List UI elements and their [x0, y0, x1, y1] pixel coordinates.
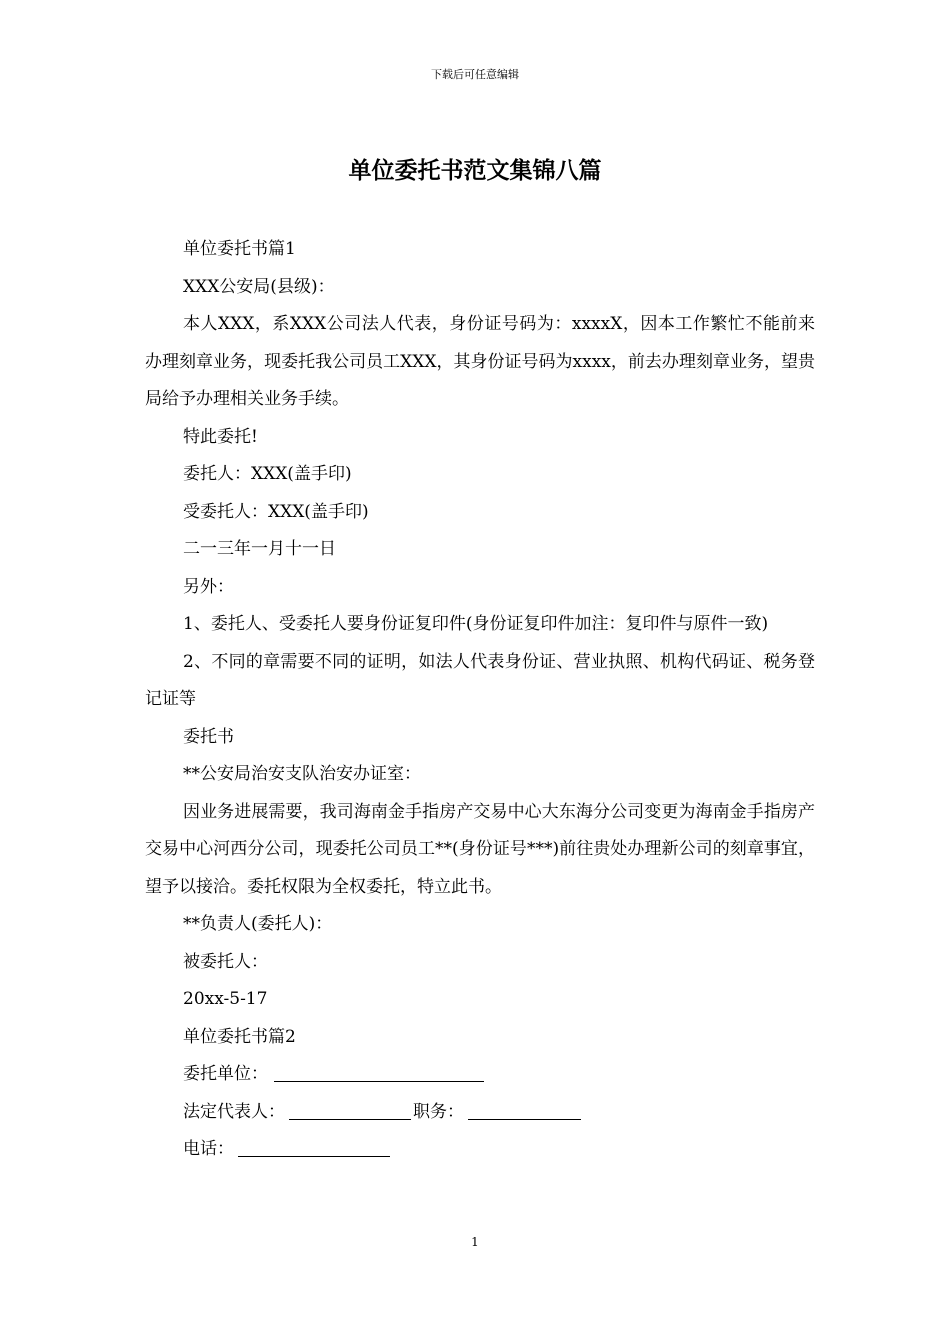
header-note: 下载后可任意编辑	[431, 68, 519, 81]
agent-line: 被委托人：	[183, 951, 268, 972]
section-heading: 委托书	[183, 726, 234, 747]
date-line: 20xx-5-17	[183, 989, 268, 1009]
page-number: 1	[471, 1235, 479, 1249]
document-title: 单位委托书范文集锦八篇	[348, 157, 602, 184]
unit-label: 委托单位：	[183, 1064, 268, 1084]
phone-blank-line	[238, 1139, 390, 1157]
document-body	[145, 231, 815, 1169]
section-heading: 单位委托书篇1	[183, 239, 296, 259]
duty-label: 职务：	[413, 1101, 464, 1122]
representative-label: 法定代表人：	[183, 1101, 285, 1122]
salutation: XXX公安局(县级)：	[183, 276, 335, 297]
note-item: 2、不同的章需要不同的证明，如法人代表身份证、营业执照、机构代码证、税务登记证等	[145, 651, 815, 709]
agent-line: 受委托人：XXX(盖手印)	[183, 501, 369, 522]
salutation: **公安局治安支队治安办证室：	[183, 764, 421, 784]
closing-line: 特此委托!	[183, 426, 258, 447]
body-paragraph: 本人XXX，系XXX公司法人代表，身份证号码为：xxxxX，因本工作繁忙不能前来办理刻章业务，现委托我公司员工XXX，其身份证号码为xxxx，前去办理刻章业务，望贵局给予办理相关业务手续。	[145, 314, 815, 409]
date-line: 二一三年一月十一日	[183, 539, 336, 559]
note-heading: 另外：	[183, 576, 234, 597]
form-row-phone	[145, 1131, 815, 1169]
form-row-unit	[145, 1056, 815, 1094]
body-paragraph: 因业务进展需要，我司海南金手指房产交易中心大东海分公司变更为海南金手指房产交易中心河西分公司，现委托公司员工**(身份证号***)前往贵处办理新公司的刻章事宜，望予以接洽。委托权限为全权委托，特立此书。	[145, 801, 815, 897]
duty-blank-line	[468, 1102, 581, 1120]
section-heading: 单位委托书篇2	[183, 1026, 296, 1047]
phone-label: 电话：	[183, 1139, 234, 1159]
unit-blank-line	[274, 1064, 484, 1082]
principal-line: **负责人(委托人)：	[183, 914, 333, 934]
principal-line: 委托人：XXX(盖手印)	[183, 464, 352, 484]
representative-blank-line	[289, 1102, 411, 1120]
note-item: 1、委托人、受委托人要身份证复印件(身份证复印件加注：复印件与原件一致)	[183, 614, 769, 634]
form-row-representative	[145, 1094, 815, 1132]
